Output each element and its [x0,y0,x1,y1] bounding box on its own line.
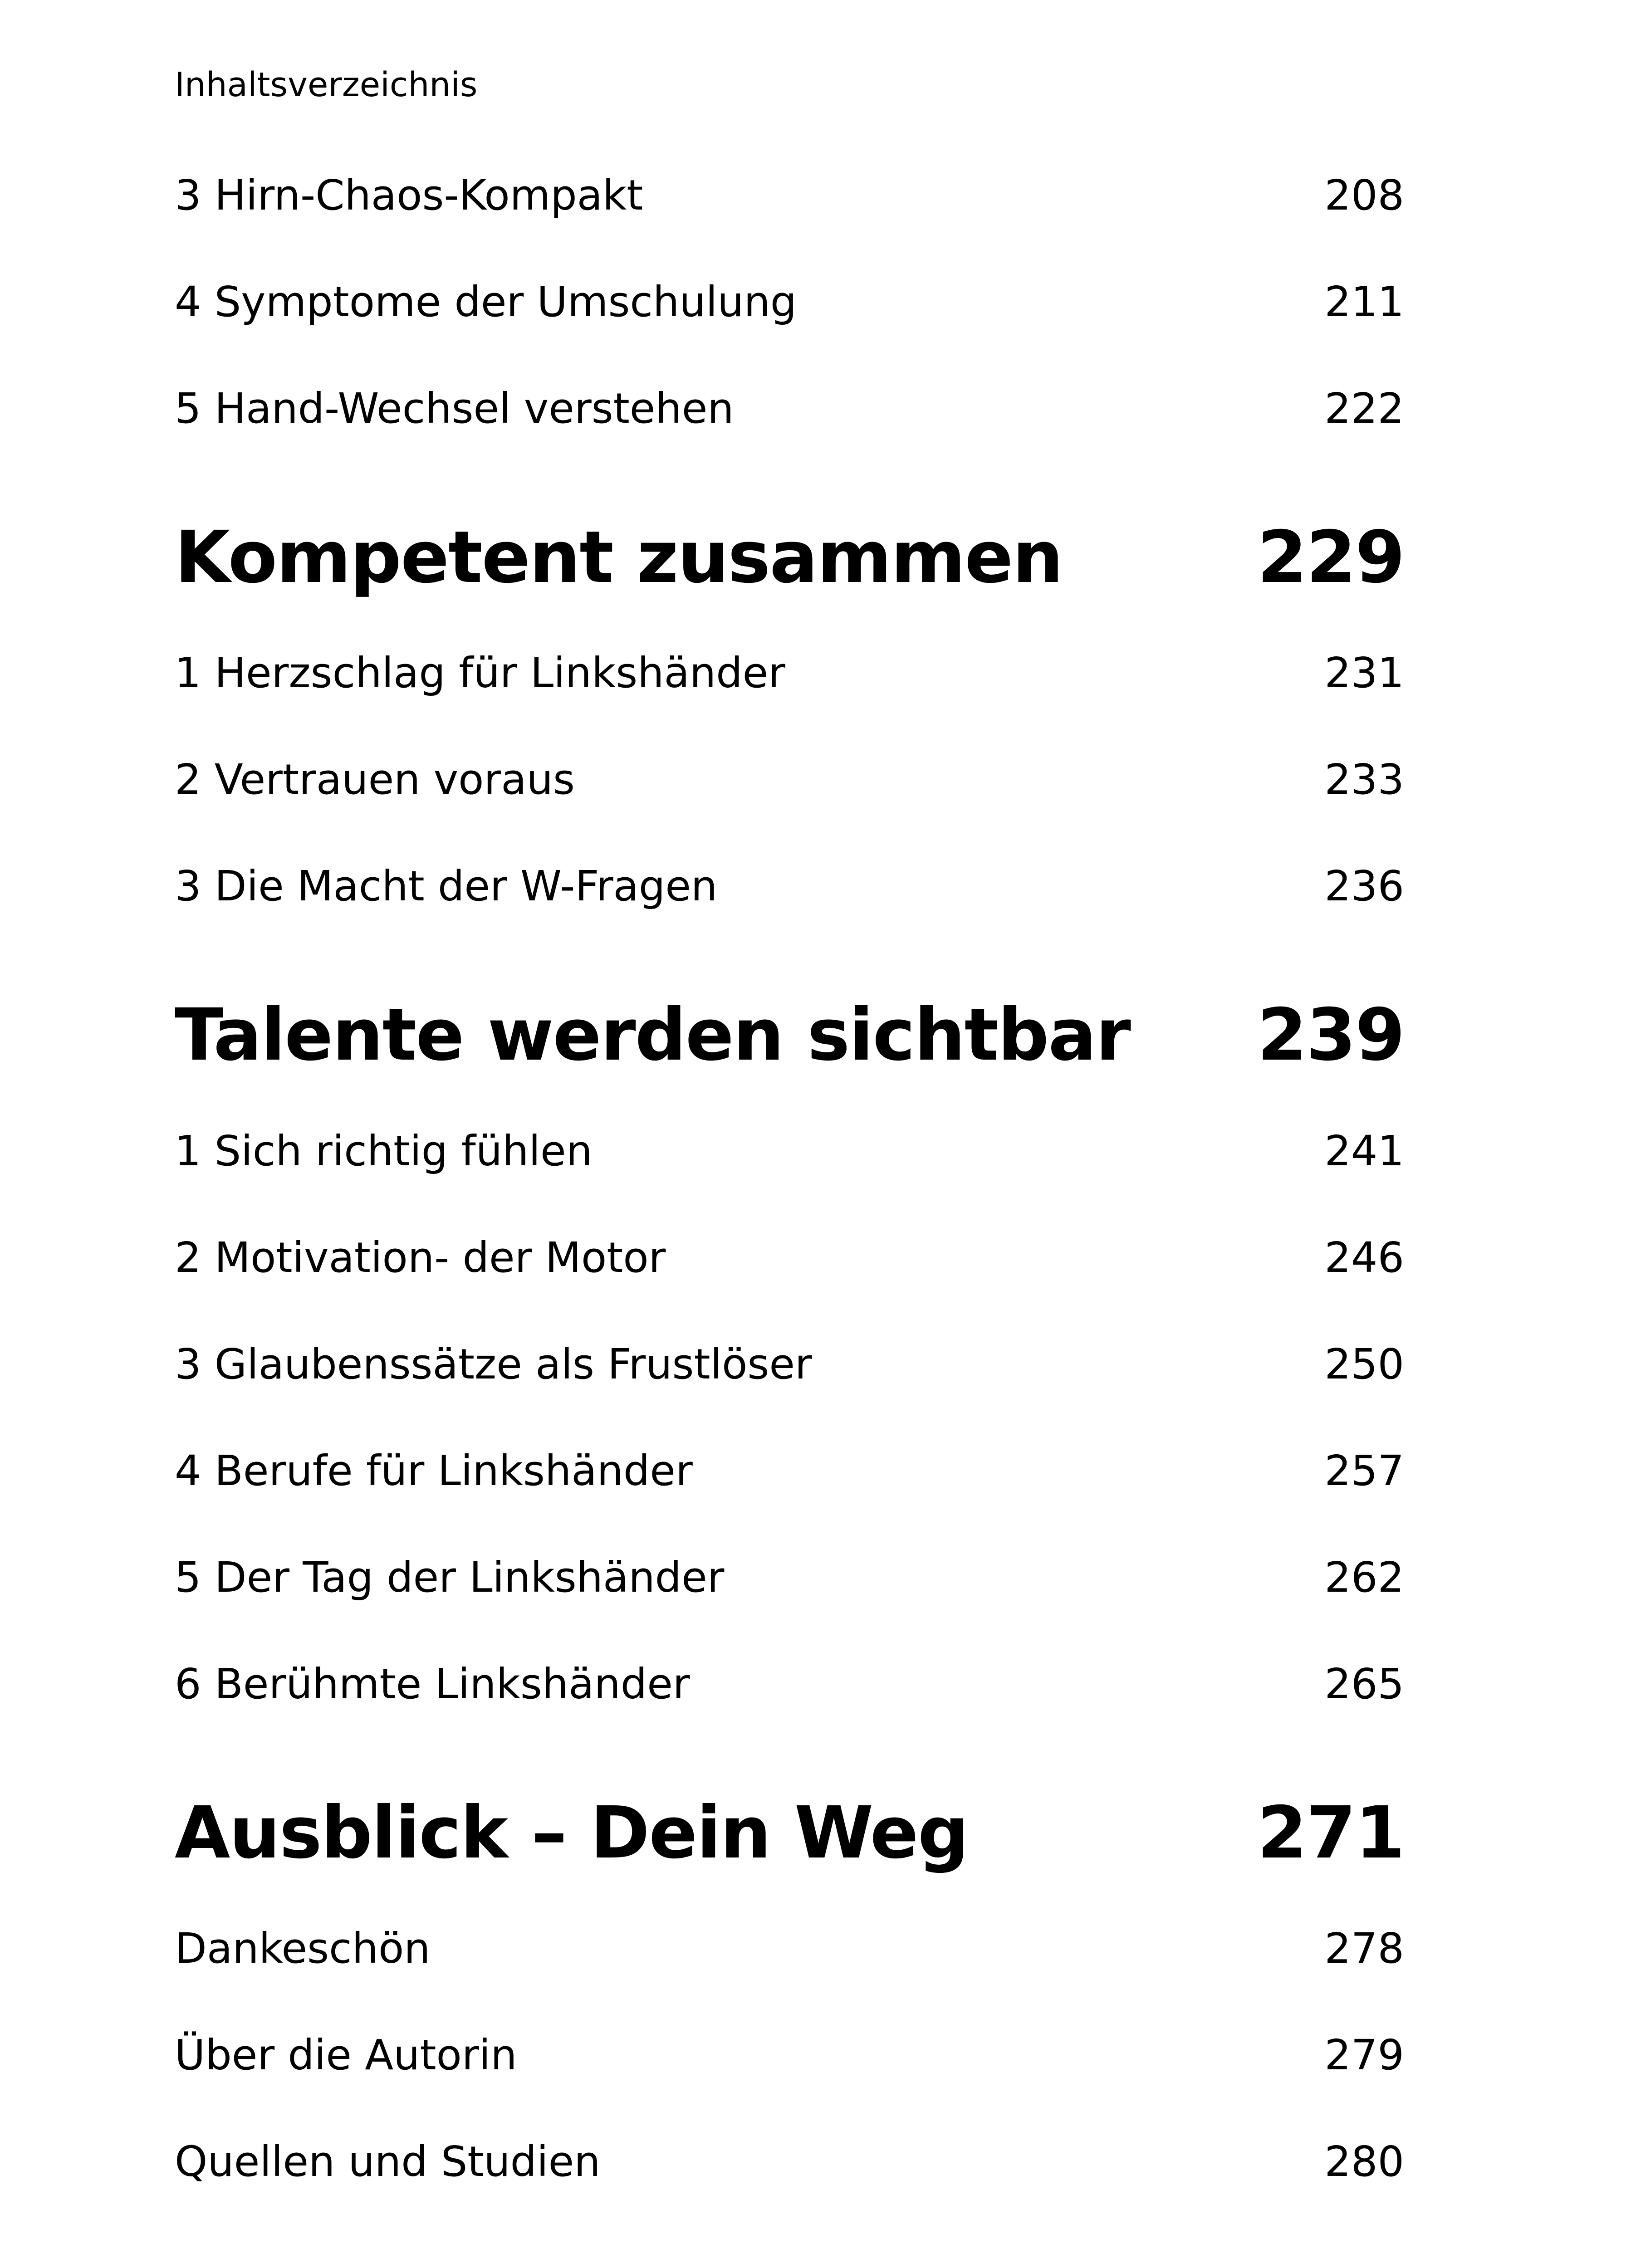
toc-entry[interactable] [175,2137,1404,2186]
toc-entry[interactable] [175,1127,1404,1175]
toc-entry-label: Quellen und Studien [175,2137,601,2186]
toc-entry-label: 5 Hand-Wechsel verstehen [175,384,734,433]
toc-entry-page: 211 [1324,278,1404,326]
toc-entry-page: 231 [1324,649,1404,697]
toc-entry-label: Dankeschön [175,1924,431,1973]
toc-entry[interactable] [175,862,1404,910]
toc-entry-label: 3 Die Macht der W-Fragen [175,862,718,910]
toc-entry-page: 280 [1324,2137,1404,2186]
toc-entry-label: 2 Vertrauen voraus [175,755,575,804]
toc-chapter-title: Kompetent zusammen [175,516,1063,599]
toc-chapter-heading[interactable] [175,1791,1404,1875]
toc-entry-page: 208 [1324,171,1404,220]
toc-chapter-title: Ausblick – Dein Weg [175,1791,968,1875]
toc-chapter-heading[interactable] [175,993,1404,1077]
toc-entry[interactable] [175,171,1404,220]
running-head: Inhaltsverzeichnis [175,65,478,104]
toc-entry[interactable] [175,1447,1404,1495]
toc-chapter-heading[interactable] [175,516,1404,599]
toc-entry-page: 250 [1324,1340,1404,1388]
toc-entry-page: 241 [1324,1127,1404,1175]
toc-entry[interactable] [175,2031,1404,2079]
toc-chapter-title: Talente werden sichtbar [175,993,1130,1077]
toc-entry[interactable] [175,278,1404,326]
toc-entry[interactable] [175,1233,1404,1282]
toc-entry-label: 1 Sich richtig fühlen [175,1127,593,1175]
toc-entry[interactable] [175,1340,1404,1388]
toc-entry-label: 2 Motivation- der Motor [175,1233,666,1282]
toc-entry-label: 5 Der Tag der Linkshänder [175,1553,725,1602]
toc-entry-page: 257 [1324,1447,1404,1495]
toc-entry-label: 3 Hirn-Chaos-Kompakt [175,171,643,220]
toc-entry-page: 262 [1324,1553,1404,1602]
toc-entry-label: 4 Berufe für Linkshänder [175,1447,693,1495]
toc-entry-page: 265 [1324,1660,1404,1708]
toc-chapter-page: 271 [1257,1791,1404,1875]
toc-entry-page: 236 [1324,862,1404,910]
toc-chapter-page: 229 [1257,516,1404,599]
toc-entry[interactable] [175,1553,1404,1602]
toc-entry[interactable] [175,755,1404,804]
toc-entry[interactable] [175,1660,1404,1708]
toc-chapter-page: 239 [1257,993,1404,1077]
toc-entry[interactable] [175,384,1404,433]
toc-entry-page: 222 [1324,384,1404,433]
toc-entry-label: 3 Glaubenssätze als Frustlöser [175,1340,812,1388]
toc-entry-label: 1 Herzschlag für Linkshänder [175,649,785,697]
toc-entry-page: 278 [1324,1924,1404,1973]
toc-entry-page: 279 [1324,2031,1404,2079]
toc-entry-label: 4 Symptome der Umschulung [175,278,797,326]
toc-entry-label: 6 Berühmte Linkshänder [175,1660,690,1708]
toc-entry[interactable] [175,649,1404,697]
toc-entry-page: 246 [1324,1233,1404,1282]
toc-entry-page: 233 [1324,755,1404,804]
toc-entry[interactable] [175,1924,1404,1973]
toc-entry-label: Über die Autorin [175,2031,517,2079]
